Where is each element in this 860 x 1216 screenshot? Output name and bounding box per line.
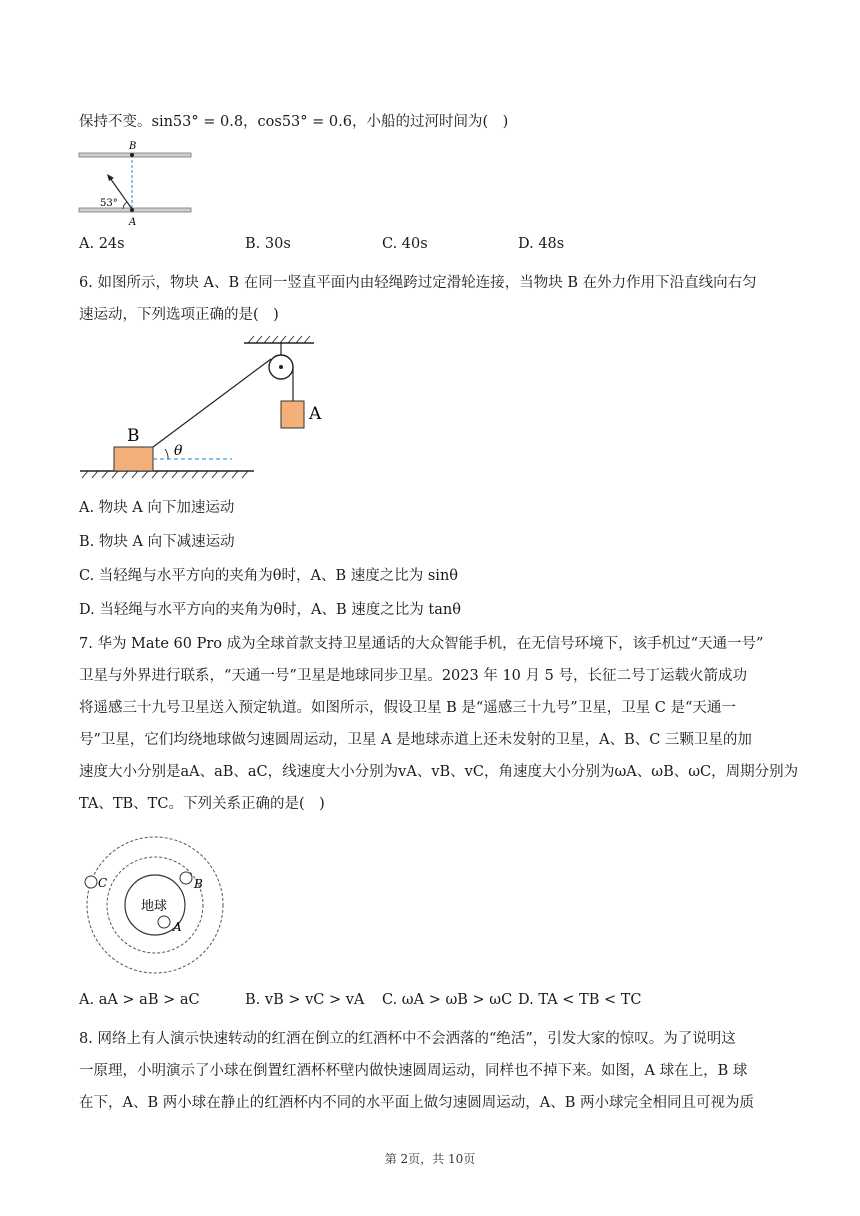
q7-option-b: B. vB > vC > vA xyxy=(245,992,365,1008)
q5-label-a: A xyxy=(129,217,137,228)
q7-earth-label: 地球 xyxy=(141,899,168,914)
q7-label-a: A xyxy=(173,920,182,934)
q6-option-b: B. 物块 A 向下减速运动 xyxy=(79,534,235,550)
q5-angle-label: 53° xyxy=(100,198,118,209)
q7-option-c: C. ωA > ωB > ωC xyxy=(382,992,513,1008)
q7-option-d: D. TA < TB < TC xyxy=(518,992,642,1008)
q7-label-c: C xyxy=(98,876,108,890)
q6-stem-line1: 6. 如图所示，物块 A、B 在同一竖直平面内由轻绳跨过定滑轮连接，当物块 B 在外力作用下沿直线向右匀 xyxy=(79,275,757,291)
q7-option-a: A. aA > aB > aC xyxy=(79,992,200,1008)
page-footer: 第 2页，共 10页 xyxy=(384,1152,476,1166)
q7-stem-line6: TA、TB、TC。下列关系正确的是( ) xyxy=(79,796,325,812)
q8-stem-line3: 在下，A、B 两小球在静止的红酒杯内不同的水平面上做匀速圆周运动，A、B 两小球完全相同且可视为质 xyxy=(79,1095,754,1111)
q6-option-a: A. 物块 A 向下加速运动 xyxy=(79,500,235,516)
q7-stem-line5: 速度大小分别是aA、aB、aC，线速度大小分别为vA、vB、vC，角速度大小分别为ωA、ωB、ωC，周期分别为 xyxy=(79,764,799,780)
q7-stem-line1: 7. 华为 Mate 60 Pro 成为全球首款支持卫星通话的大众智能手机，在无信号环境下，该手机过“天通一号” xyxy=(79,636,764,652)
q6-angle-label: θ xyxy=(174,443,183,459)
q7-stem-line2: 卫星与外界进行联系，“天通一号”卫星是地球同步卫星。2023 年 10 月 5 号，长征二号丁运载火箭成功 xyxy=(79,668,747,684)
q5-option-b: B. 30s xyxy=(245,236,291,252)
q6-label-b: B xyxy=(127,426,140,446)
q5-tail-text: 保持不变。sin53° = 0.8，cos53° = 0.6，小船的过河时间为( ) xyxy=(79,114,509,130)
q7-stem-line4: 号”卫星，它们均绕地球做匀速圆周运动，卫星 A 是地球赤道上还未发射的卫星，A、B、C 三颗卫星的加 xyxy=(79,732,752,748)
q6-pulley-figure xyxy=(76,333,336,483)
q6-option-c: C. 当轻绳与水平方向的夹角为θ时，A、B 速度之比为 sinθ xyxy=(79,568,459,584)
q6-stem-line2: 速运动，下列选项正确的是( ) xyxy=(79,307,279,323)
q5-option-c: C. 40s xyxy=(382,236,428,252)
q7-orbit-figure xyxy=(82,832,228,978)
q5-option-d: D. 48s xyxy=(518,236,565,252)
q6-label-a: A xyxy=(309,404,322,424)
q5-river-figure xyxy=(76,138,196,230)
q8-stem-line2: 一原理，小明演示了小球在倒置红酒杯杯壁内做快速圆周运动，同样也不掉下来。如图，A 球在上，B 球 xyxy=(79,1063,748,1079)
q6-option-d: D. 当轻绳与水平方向的夹角为θ时，A、B 速度之比为 tanθ xyxy=(79,602,461,618)
q5-label-b: B xyxy=(129,141,137,152)
q7-label-b: B xyxy=(194,877,203,891)
q5-option-a: A. 24s xyxy=(79,236,125,252)
q8-stem-line1: 8. 网络上有人演示快速转动的红酒在倒立的红酒杯中不会洒落的“绝活”，引发大家的惊叹。为了说明这 xyxy=(79,1031,736,1047)
q7-stem-line3: 将遥感三十九号卫星送入预定轨道。如图所示，假设卫星 B 是“遥感三十九号”卫星，卫星 C 是“天通一 xyxy=(79,700,736,716)
